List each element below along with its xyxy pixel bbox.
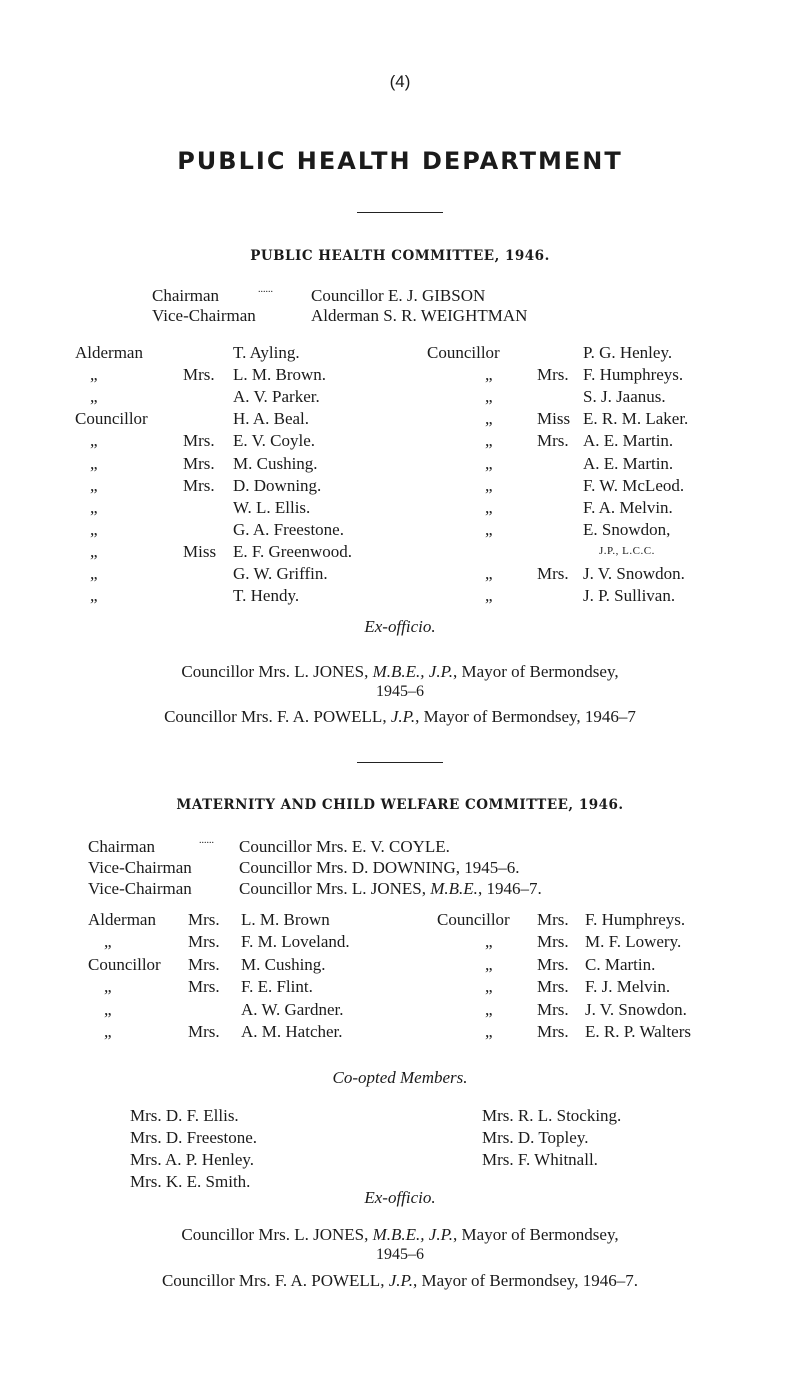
phc-heading: PUBLIC HEALTH COMMITTEE, 1946. xyxy=(250,248,550,264)
member-role: „ xyxy=(90,519,98,539)
member-name: A. V. Parker. xyxy=(233,387,320,407)
member-role: „ xyxy=(485,1022,493,1041)
member-name: F. J. Melvin. xyxy=(585,977,671,997)
phc-vice: Alderman S. R. WEIGHTMAN xyxy=(311,306,528,325)
member-name: F. Humphreys. xyxy=(585,910,686,929)
member-role: „ xyxy=(90,541,98,561)
member-role: „ xyxy=(485,954,493,974)
member-name: L. M. Brown xyxy=(241,910,330,929)
member-name: P. G. Henley. xyxy=(583,343,673,362)
member-name: J.P., L.C.C. xyxy=(599,544,655,557)
member-role: „ xyxy=(104,1022,112,1041)
member-title: Mrs. xyxy=(183,453,215,473)
member-name: J. V. Snowdon. xyxy=(585,999,687,1019)
phc-exofficio-line-2: Councillor Mrs. F. A. POWELL, J.P., Mayor of Bermondsey, 1946–7 xyxy=(164,707,636,726)
member-role: „ xyxy=(90,497,98,517)
member-title: Mrs. xyxy=(537,910,569,929)
member-title: Mrs. xyxy=(183,475,215,495)
member-title: Mrs. xyxy=(537,431,569,451)
member-name: T. Ayling. xyxy=(233,343,300,362)
member-name: M. F. Lowery. xyxy=(585,932,682,952)
member-title: Mrs. xyxy=(537,932,569,952)
member-name: M. Cushing. xyxy=(241,954,326,974)
member-name: S. J. Jaanus. xyxy=(583,387,666,407)
member-title: Mrs. xyxy=(183,365,215,385)
member-title: Mrs. xyxy=(537,999,569,1019)
member-name: E. F. Greenwood. xyxy=(233,541,353,561)
member-role: Councillor xyxy=(75,409,148,429)
member-title: Mrs. xyxy=(537,1022,569,1041)
member-role: „ xyxy=(485,453,493,473)
phc-exofficio-label: Ex-officio. xyxy=(364,617,436,636)
member-title: Mrs. xyxy=(537,365,569,385)
member-role: „ xyxy=(90,453,98,473)
member-role: „ xyxy=(485,365,493,385)
member-role: „ xyxy=(485,431,493,451)
phc-exofficio-line-1: Councillor Mrs. L. JONES, M.B.E., J.P., Mayor of Bermondsey, xyxy=(181,662,619,681)
member-role: „ xyxy=(485,564,493,583)
member-role: „ xyxy=(104,932,112,952)
officer-value: Councillor Mrs. L. JONES, M.B.E., 1946–7. xyxy=(239,879,542,898)
officer-value: Councillor Mrs. D. DOWNING, 1945–6. xyxy=(239,858,520,877)
member-name: J. V. Snowdon. xyxy=(583,564,685,583)
member-title: Mrs. xyxy=(537,977,569,997)
member-name: F. Humphreys. xyxy=(583,365,684,385)
officer-dots: ...... xyxy=(199,835,214,846)
mcw-heading: MATERNITY AND CHILD WELFARE COMMITTEE, 1946. xyxy=(176,797,624,813)
phc-chairman: Councillor E. J. GIBSON xyxy=(311,286,486,305)
member-role: „ xyxy=(90,387,98,407)
member-role: „ xyxy=(485,519,493,539)
officer-label: Vice-Chairman xyxy=(88,858,192,877)
page-title: PUBLIC HEALTH DEPARTMENT xyxy=(177,147,623,175)
member-role: „ xyxy=(90,431,98,451)
member-role: „ xyxy=(485,999,493,1019)
officer-value: Councillor Mrs. E. V. COYLE. xyxy=(239,837,450,856)
member-name: J. P. Sullivan. xyxy=(583,586,676,606)
member-role: „ xyxy=(90,365,98,385)
member-name: E. Snowdon, xyxy=(583,519,671,539)
phc-exofficio-year-1: 1945–6 xyxy=(376,683,424,700)
member-name: G. W. Griffin. xyxy=(233,564,328,583)
member-title: Miss xyxy=(537,409,571,429)
member-role: Councillor xyxy=(427,343,500,362)
member-role: „ xyxy=(90,586,98,606)
member-title: Mrs. xyxy=(188,932,220,952)
member-title: Mrs. xyxy=(537,564,569,583)
member-name: E. R. P. Walters xyxy=(585,1022,691,1041)
member-role: Councillor xyxy=(88,954,161,974)
member-title: Miss xyxy=(183,541,217,561)
member-name: W. L. Ellis. xyxy=(233,497,311,517)
member-title: Mrs. xyxy=(188,1022,220,1041)
member-role: „ xyxy=(485,977,493,997)
member-name: A. W. Gardner. xyxy=(241,999,344,1019)
member-name: H. A. Beal. xyxy=(233,409,310,429)
member-name: M. Cushing. xyxy=(233,453,318,473)
phc-vice-label: Vice-Chairman xyxy=(152,306,256,325)
coopted-member: Mrs. D. Freestone. xyxy=(130,1128,258,1147)
member-name: F. E. Flint. xyxy=(241,977,313,997)
mcw-exofficio-year-1: 1945–6 xyxy=(376,1246,424,1263)
mcw-exofficio-line-1: Councillor Mrs. L. JONES, M.B.E., J.P., Mayor of Bermondsey, xyxy=(181,1225,619,1244)
member-role: „ xyxy=(104,977,112,997)
member-name: E. V. Coyle. xyxy=(233,431,316,451)
page-number: (4) xyxy=(389,72,411,91)
member-name: E. R. M. Laker. xyxy=(583,409,689,429)
member-name: L. M. Brown. xyxy=(233,365,327,385)
member-name: A. M. Hatcher. xyxy=(241,1022,343,1041)
phc-chairman-label: Chairman xyxy=(152,286,220,305)
member-name: D. Downing. xyxy=(233,475,322,495)
member-title: Mrs. xyxy=(188,910,220,929)
member-role: Alderman xyxy=(88,910,156,929)
member-name: G. A. Freestone. xyxy=(233,519,344,539)
member-role: „ xyxy=(104,999,112,1019)
member-name: T. Hendy. xyxy=(233,586,300,606)
member-role: „ xyxy=(485,932,493,952)
coopted-member: Mrs. F. Whitnall. xyxy=(482,1150,598,1169)
member-role: „ xyxy=(485,586,493,606)
member-name: F. A. Melvin. xyxy=(583,497,673,517)
member-name: C. Martin. xyxy=(585,954,656,974)
divider xyxy=(357,762,443,763)
member-role: „ xyxy=(485,475,493,495)
officer-label: Chairman xyxy=(88,837,156,856)
member-role: „ xyxy=(485,409,493,429)
coopted-member: Mrs. A. P. Henley. xyxy=(130,1150,255,1169)
mcw-exofficio-label: Ex-officio. xyxy=(364,1188,436,1207)
member-title: Mrs. xyxy=(188,954,220,974)
member-role: Alderman xyxy=(75,343,143,362)
divider xyxy=(357,212,443,213)
mcw-coopted-label: Co-opted Members. xyxy=(332,1068,468,1087)
member-title: Mrs. xyxy=(537,954,569,974)
member-role: „ xyxy=(485,387,493,407)
officer-label: Vice-Chairman xyxy=(88,879,192,898)
member-role: „ xyxy=(90,564,98,583)
coopted-member: Mrs. R. L. Stocking. xyxy=(482,1106,622,1125)
member-title: Mrs. xyxy=(183,431,215,451)
member-title: Mrs. xyxy=(188,977,220,997)
coopted-member: Mrs. K. E. Smith. xyxy=(130,1172,251,1191)
phc-chairman-dots: ...... xyxy=(258,284,273,295)
member-role: „ xyxy=(90,475,98,495)
member-name: A. E. Martin. xyxy=(583,431,674,451)
mcw-exofficio-line-2: Councillor Mrs. F. A. POWELL, J.P., Mayor of Bermondsey, 1946–7. xyxy=(161,1271,639,1290)
coopted-member: Mrs. D. F. Ellis. xyxy=(130,1106,239,1125)
member-role: „ xyxy=(485,497,493,517)
member-name: A. E. Martin. xyxy=(583,453,674,473)
member-name: F. M. Loveland. xyxy=(241,932,350,952)
member-name: F. W. McLeod. xyxy=(583,475,685,495)
member-role: Councillor xyxy=(437,910,510,929)
coopted-member: Mrs. D. Topley. xyxy=(482,1128,589,1147)
